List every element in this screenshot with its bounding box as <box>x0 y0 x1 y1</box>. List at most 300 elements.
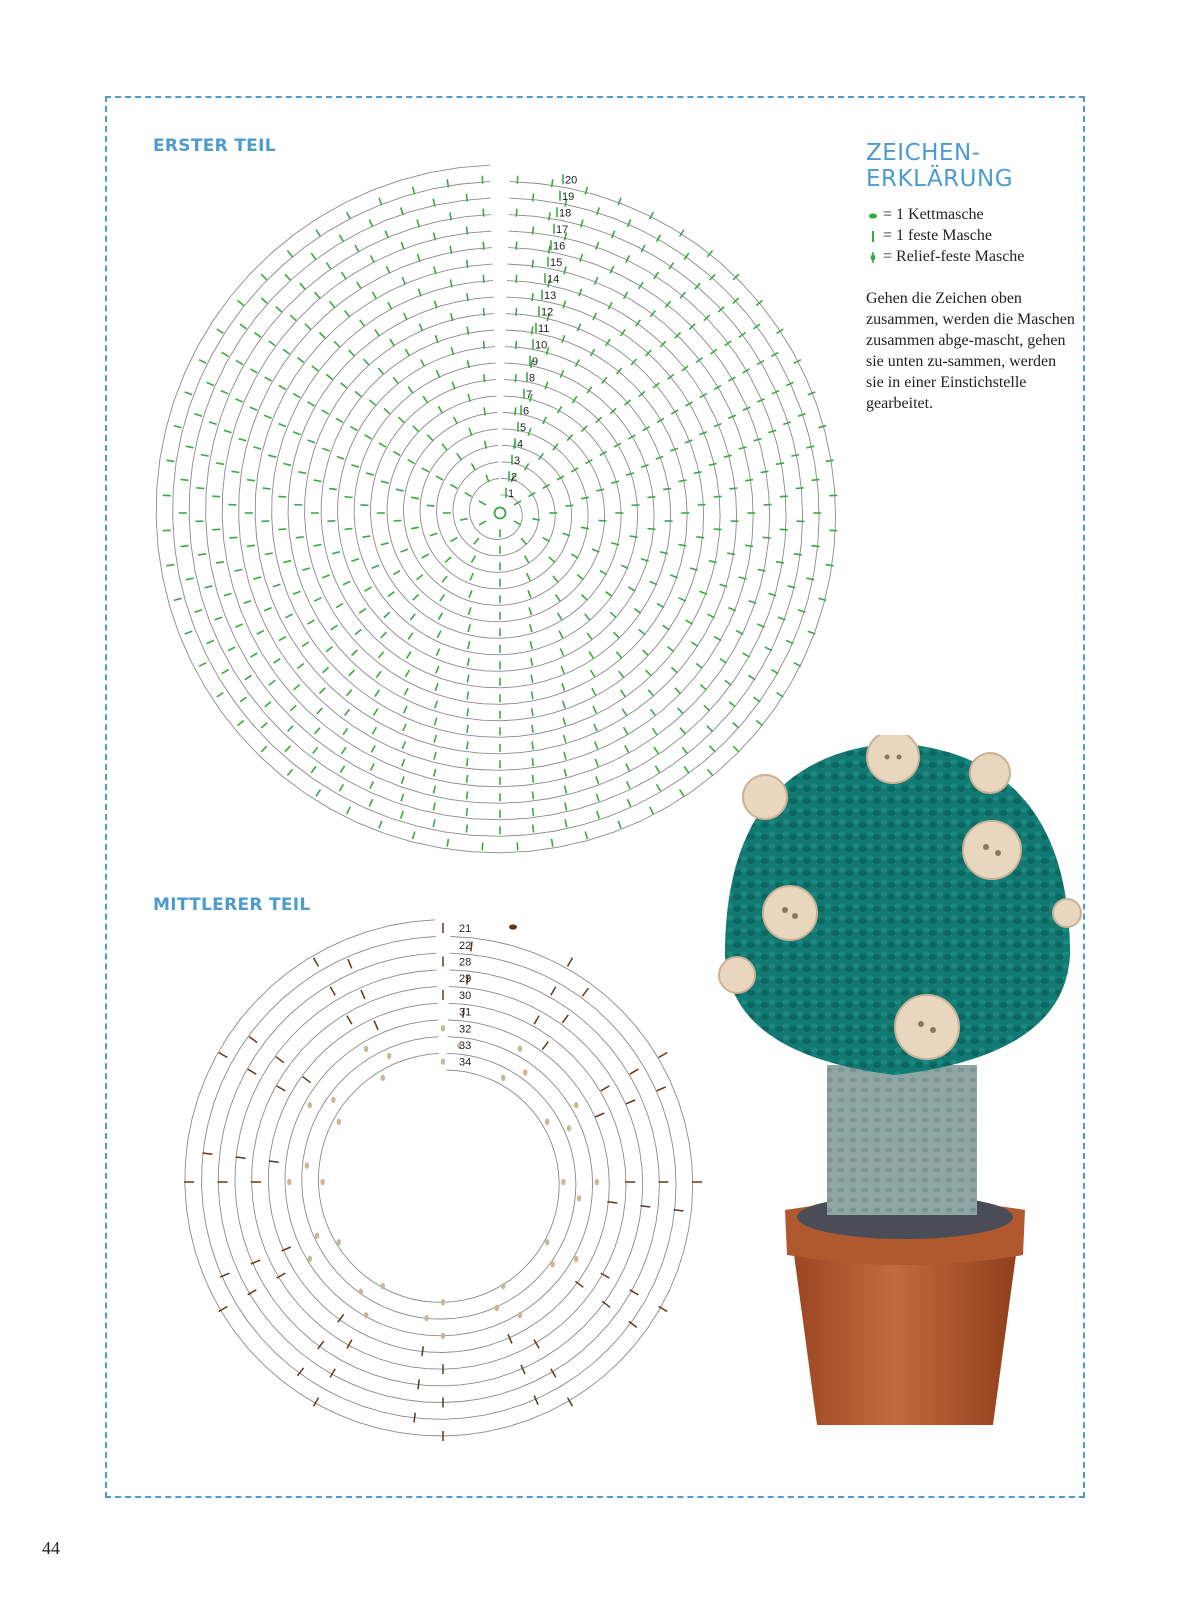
relief-stitch-mark <box>441 1299 445 1305</box>
stitch-mark <box>516 275 517 283</box>
stitch-mark <box>393 571 400 575</box>
stitch-mark <box>205 586 213 588</box>
stitch-mark <box>365 435 372 439</box>
round-number: 2 <box>511 471 518 484</box>
stitch-mark <box>269 341 275 346</box>
stitch-mark <box>369 400 375 405</box>
stitch-mark <box>381 481 389 483</box>
stitch-mark <box>533 808 534 816</box>
stitch-mark <box>334 341 340 347</box>
stitch-mark <box>467 775 468 783</box>
stitch-mark <box>384 612 390 617</box>
stitch-mark <box>379 198 382 206</box>
stitch-mark <box>581 527 589 528</box>
relief-stitch-mark <box>331 1097 335 1103</box>
stitch-mark <box>398 417 404 423</box>
stitch-mark <box>285 614 292 618</box>
stitch-mark <box>532 692 533 700</box>
round-number: 34 <box>459 1056 472 1069</box>
round-number: 12 <box>541 306 554 319</box>
stitch-mark <box>479 501 486 505</box>
stitch-mark <box>798 414 806 417</box>
stitch-mark <box>336 604 343 608</box>
stitch-mark <box>347 1016 352 1025</box>
stitch-mark <box>239 439 247 441</box>
stitch-mark <box>564 769 566 777</box>
round-number: 17 <box>556 223 569 236</box>
stitch-mark <box>466 194 467 202</box>
legend-note: Gehen die Zeichen oben zusammen, werden die Maschen zusammen abge-mascht, gehen sie unten zu-sammen, werden sie in einer Einstichstelle gearbeitet. <box>866 290 1075 412</box>
stitch-mark <box>261 723 267 728</box>
stitch-mark <box>347 807 351 814</box>
stitch-mark <box>736 631 743 635</box>
stitch-mark <box>626 1100 635 1104</box>
stitch-mark <box>610 266 613 273</box>
stitch-mark <box>597 208 600 216</box>
stitch-mark <box>652 728 657 735</box>
stitch-mark <box>302 642 309 647</box>
stitch-mark <box>640 1206 650 1207</box>
stitch-mark <box>435 701 438 709</box>
stitch-mark <box>402 277 405 284</box>
stitch-mark <box>515 407 516 415</box>
stitch-mark <box>293 432 301 435</box>
stitch-mark <box>435 718 437 726</box>
stitch-mark <box>516 242 517 250</box>
stitch-mark <box>543 417 547 424</box>
stitch-mark <box>364 359 369 365</box>
stitch-mark <box>627 781 631 788</box>
stitch-mark <box>349 350 355 356</box>
relief-stitch-mark <box>518 1046 522 1052</box>
stitch-mark <box>739 447 747 449</box>
stitch-mark <box>468 394 470 402</box>
stitch-mark <box>761 471 769 472</box>
stitch-mark <box>198 554 206 555</box>
round-number: 9 <box>532 355 539 368</box>
stitch-mark <box>308 402 315 406</box>
stitch-mark <box>440 595 445 602</box>
stitch-mark <box>565 505 573 506</box>
stitch-mark <box>405 670 409 677</box>
stitch-mark <box>247 545 255 546</box>
stitch-mark <box>467 260 468 268</box>
relief-stitch-mark <box>315 1233 319 1239</box>
stitch-mark <box>345 529 353 530</box>
stitch-mark <box>349 670 355 676</box>
stitch-mark <box>355 630 361 635</box>
stitch-mark <box>727 553 735 554</box>
stitch-mark <box>340 766 344 773</box>
stitch-mark <box>684 766 689 773</box>
legend-label: = Relief-feste Masche <box>883 248 1025 265</box>
stitch-mark <box>186 446 194 448</box>
stitch-mark <box>370 781 374 788</box>
stitch-mark <box>469 607 471 615</box>
stitch-mark <box>322 575 330 578</box>
stitch-mark <box>331 625 338 630</box>
stitch-mark <box>565 803 567 811</box>
stitch-mark <box>366 473 374 475</box>
stitch-mark <box>174 598 182 600</box>
stitch-mark <box>393 377 398 383</box>
stitch-mark <box>235 399 242 402</box>
stitch-mark <box>596 489 604 491</box>
stitch-mark <box>379 821 382 829</box>
stitch-mark <box>534 1396 538 1405</box>
stitch-mark <box>622 709 626 716</box>
stitch-mark <box>216 562 224 563</box>
stitch-mark <box>394 520 402 521</box>
round-number: 4 <box>517 438 524 451</box>
stitch-mark <box>780 529 788 530</box>
stitch-mark <box>483 275 484 283</box>
stitch-mark <box>229 537 237 538</box>
stitch-mark <box>467 808 468 816</box>
stitch-mark <box>593 706 596 713</box>
stitch-mark <box>579 289 582 297</box>
stitch-mark <box>186 578 194 580</box>
stitch-mark <box>467 758 468 766</box>
stitch-mark <box>181 546 189 547</box>
round-number: 31 <box>459 1006 472 1019</box>
stitch-mark <box>562 335 565 343</box>
stitch-mark <box>612 231 615 238</box>
stitch-mark <box>410 614 415 620</box>
stitch-mark <box>352 650 358 656</box>
stitch-mark <box>627 799 630 806</box>
stitch-mark <box>320 333 326 339</box>
stitch-mark <box>668 647 674 652</box>
round-number: 18 <box>559 207 572 220</box>
stitch-mark <box>228 647 235 651</box>
stitch-mark <box>273 584 281 587</box>
stitch-mark <box>610 612 616 617</box>
stitch-mark <box>618 198 621 206</box>
stitch-mark <box>314 480 322 481</box>
stitch-mark <box>185 392 193 395</box>
stitch-mark <box>216 463 224 464</box>
stitch-mark <box>626 763 630 770</box>
stitch-mark <box>589 652 593 659</box>
stitch-mark <box>277 1086 286 1091</box>
stitch-mark <box>709 464 717 466</box>
stitch-mark <box>404 706 407 713</box>
relief-stitch-mark <box>595 1179 599 1185</box>
relief-stitch-mark <box>337 1119 341 1125</box>
round-ring <box>319 1053 560 1302</box>
stitch-mark <box>269 680 275 685</box>
stitch-mark <box>413 595 419 601</box>
stitch-mark <box>783 422 791 424</box>
stitch-mark <box>618 821 621 829</box>
stitch-mark <box>384 408 390 413</box>
round-ring <box>185 920 693 1436</box>
relief-stitch-mark <box>550 1261 554 1267</box>
stitch-mark <box>326 647 332 652</box>
relief-stitch-mark <box>495 1305 499 1311</box>
stitch-mark <box>560 648 563 655</box>
stitch-mark <box>578 324 581 331</box>
stitch-mark <box>217 329 224 333</box>
stitch-mark <box>724 455 732 457</box>
stitch-mark <box>581 497 589 498</box>
stitch-mark <box>454 417 458 424</box>
stitch-mark <box>379 443 386 447</box>
stitch-mark <box>422 554 429 558</box>
stitch-mark <box>559 631 563 638</box>
stitch-mark <box>298 664 304 669</box>
stitch-mark <box>527 573 530 580</box>
round-number: 8 <box>529 372 536 385</box>
stitch-mark <box>308 620 315 624</box>
stitch-mark <box>648 690 653 696</box>
stitch-mark <box>345 497 353 498</box>
round-number: 30 <box>459 989 472 1002</box>
stitch-mark <box>421 360 425 367</box>
relief-stitch-mark <box>441 1333 445 1339</box>
stitch-mark <box>393 451 400 455</box>
stitch-mark <box>436 666 439 674</box>
stitch-mark <box>445 557 451 562</box>
stitch-mark <box>533 227 534 235</box>
stitch-mark <box>207 640 214 643</box>
stitch-mark <box>528 590 531 598</box>
relief-stitch-mark <box>545 1119 549 1125</box>
stitch-mark <box>771 670 778 674</box>
stitch-mark <box>679 598 686 601</box>
stitch-mark <box>371 745 375 752</box>
stitch-mark <box>533 194 534 202</box>
stitch-mark <box>657 784 661 791</box>
stitch-mark <box>733 723 739 728</box>
stitch-mark <box>250 407 257 410</box>
stitch-mark <box>581 220 583 228</box>
stitch-mark <box>777 329 784 333</box>
stitch-mark <box>552 179 553 187</box>
stitch-mark <box>279 385 286 389</box>
stitch-mark <box>329 488 337 489</box>
round-number: 16 <box>553 240 566 253</box>
stitch-mark <box>351 465 359 468</box>
round-number: 1 <box>508 487 515 500</box>
stitch-mark <box>467 675 469 683</box>
stitch-mark <box>224 430 232 432</box>
stitch-mark <box>435 301 437 309</box>
stitch-mark <box>261 298 267 303</box>
stitch-mark <box>386 266 389 273</box>
stitch-mark <box>369 220 372 227</box>
stitch-mark <box>283 464 291 466</box>
stitch-mark <box>596 242 599 250</box>
stitch-mark <box>771 352 778 356</box>
stitch-mark <box>643 427 650 431</box>
stitch-mark <box>372 727 376 734</box>
stitch-mark <box>682 747 687 753</box>
stitch-mark <box>479 521 486 525</box>
stitch-mark <box>411 497 419 498</box>
relief-stitch-mark <box>308 1102 312 1108</box>
stitch-mark <box>427 435 432 441</box>
stitch-mark <box>469 590 472 598</box>
stitch-mark <box>268 455 276 457</box>
stitch-mark <box>257 631 264 635</box>
stitch-mark <box>355 245 359 252</box>
stitch-mark <box>739 333 746 338</box>
stitch-mark <box>560 370 563 377</box>
stitch-mark <box>238 300 244 305</box>
stitch-mark <box>470 573 473 580</box>
stitch-mark <box>265 553 273 554</box>
stitch-mark <box>369 799 372 806</box>
stitch-mark <box>585 187 587 195</box>
stitch-mark <box>769 430 777 432</box>
stitch-mark <box>516 209 517 217</box>
stitch-mark <box>434 786 436 794</box>
stitch-mark <box>372 565 379 568</box>
stitch-mark <box>265 702 271 707</box>
stitch-mark <box>413 187 415 195</box>
relief-stitch-mark <box>308 1256 312 1262</box>
stitch-mark <box>339 784 343 791</box>
legend-label: = 1 feste Masche <box>883 227 992 244</box>
stitch-mark <box>655 766 659 773</box>
stitch-mark <box>433 803 435 811</box>
stitch-mark <box>467 742 468 750</box>
stitch-mark <box>411 527 419 528</box>
stitch-mark <box>621 690 626 697</box>
stitch-mark <box>565 786 567 794</box>
stitch-mark <box>312 366 318 371</box>
stitch-mark <box>278 496 286 497</box>
stitch-mark <box>714 496 722 497</box>
stitch-mark <box>819 426 827 428</box>
round-number: 13 <box>544 289 557 302</box>
round-ring <box>235 970 643 1386</box>
stitch-mark <box>323 667 329 672</box>
stitch-mark <box>595 741 598 748</box>
stitch-mark <box>543 538 550 542</box>
stitch-mark <box>484 374 485 382</box>
stitch-mark <box>587 633 592 640</box>
stitch-mark <box>549 212 550 220</box>
round-number: 33 <box>459 1039 472 1052</box>
stitch-mark <box>651 709 656 715</box>
stitch-mark <box>626 255 630 262</box>
stitch-mark <box>235 569 243 571</box>
stitch-mark <box>390 339 394 346</box>
stitch-mark <box>720 659 727 663</box>
stitch-mark <box>657 604 664 608</box>
stitch-mark <box>435 335 438 343</box>
stitch-mark <box>562 1015 568 1023</box>
stitch-mark <box>826 565 834 566</box>
stitch-mark <box>293 394 300 398</box>
middle-part-round-numbers <box>459 923 471 1069</box>
stitch-mark <box>293 591 301 594</box>
stitch-mark <box>196 488 204 489</box>
stitch-mark <box>812 546 820 547</box>
stitch-mark <box>404 688 408 695</box>
relief-stitch-mark <box>501 1075 505 1081</box>
relief-stitch-mark <box>359 1288 363 1294</box>
stitch-mark <box>728 377 735 381</box>
relief-stitch-mark <box>523 1069 527 1075</box>
stitch-mark <box>385 231 388 238</box>
stitch-mark <box>402 759 405 767</box>
relief-stitch-mark <box>320 1179 324 1185</box>
stitch-mark <box>185 631 193 634</box>
relief-stitch-mark <box>574 1102 578 1108</box>
stitch-mark <box>442 444 447 450</box>
stitch-mark <box>647 497 655 498</box>
round-number: 14 <box>547 273 560 286</box>
stitch-mark <box>596 776 599 784</box>
stitch-mark <box>468 641 470 649</box>
round-number: 6 <box>523 405 530 418</box>
stitch-mark <box>571 554 578 558</box>
stitch-mark <box>342 272 346 279</box>
stitch-mark <box>532 775 533 783</box>
stitch-mark <box>595 277 598 284</box>
stitch-mark <box>166 460 174 461</box>
stitch-mark <box>585 832 587 840</box>
round-ring <box>268 1003 609 1352</box>
stitch-mark <box>532 708 533 716</box>
stitch-mark <box>215 617 223 620</box>
round-ring <box>252 987 626 1370</box>
stitch-mark <box>287 251 292 257</box>
stitch-mark <box>209 422 217 424</box>
round-number: 28 <box>459 956 472 969</box>
stitch-mark <box>224 593 232 595</box>
stitch-mark <box>294 685 300 690</box>
stitch-mark <box>777 693 784 697</box>
stitch-mark <box>250 653 257 657</box>
stitch-mark <box>647 529 655 530</box>
relief-stitch-mark <box>387 1053 391 1059</box>
stitch-mark <box>743 653 750 657</box>
stitch-mark <box>287 769 292 775</box>
stitch-mark <box>486 475 489 483</box>
slip-stitch-mark <box>509 924 517 929</box>
stitch-mark <box>195 414 203 417</box>
stitch-mark <box>195 610 203 613</box>
stitch-mark <box>659 1053 668 1058</box>
round-number: 7 <box>526 388 533 401</box>
stitch-mark <box>561 666 564 674</box>
stitch-mark <box>374 1021 378 1030</box>
stitch-mark <box>643 650 649 656</box>
relief-stitch-mark <box>567 1125 571 1131</box>
round-number: 5 <box>520 421 527 434</box>
stitch-mark <box>279 424 287 427</box>
relief-stitch-mark <box>441 1025 445 1031</box>
stitch-mark <box>388 592 394 597</box>
stitch-mark <box>532 327 533 335</box>
stitch-mark <box>483 242 484 250</box>
relief-stitch-mark <box>381 1283 385 1289</box>
page-number: 44 <box>42 1538 60 1558</box>
stitch-mark <box>580 254 582 262</box>
stitch-mark <box>326 374 332 379</box>
stitch-mark <box>201 455 209 457</box>
stitch-mark <box>405 349 409 356</box>
stitch-mark <box>630 1069 639 1074</box>
stitch-mark <box>700 394 707 398</box>
stitch-mark <box>639 630 645 635</box>
stitch-mark <box>657 1087 666 1091</box>
